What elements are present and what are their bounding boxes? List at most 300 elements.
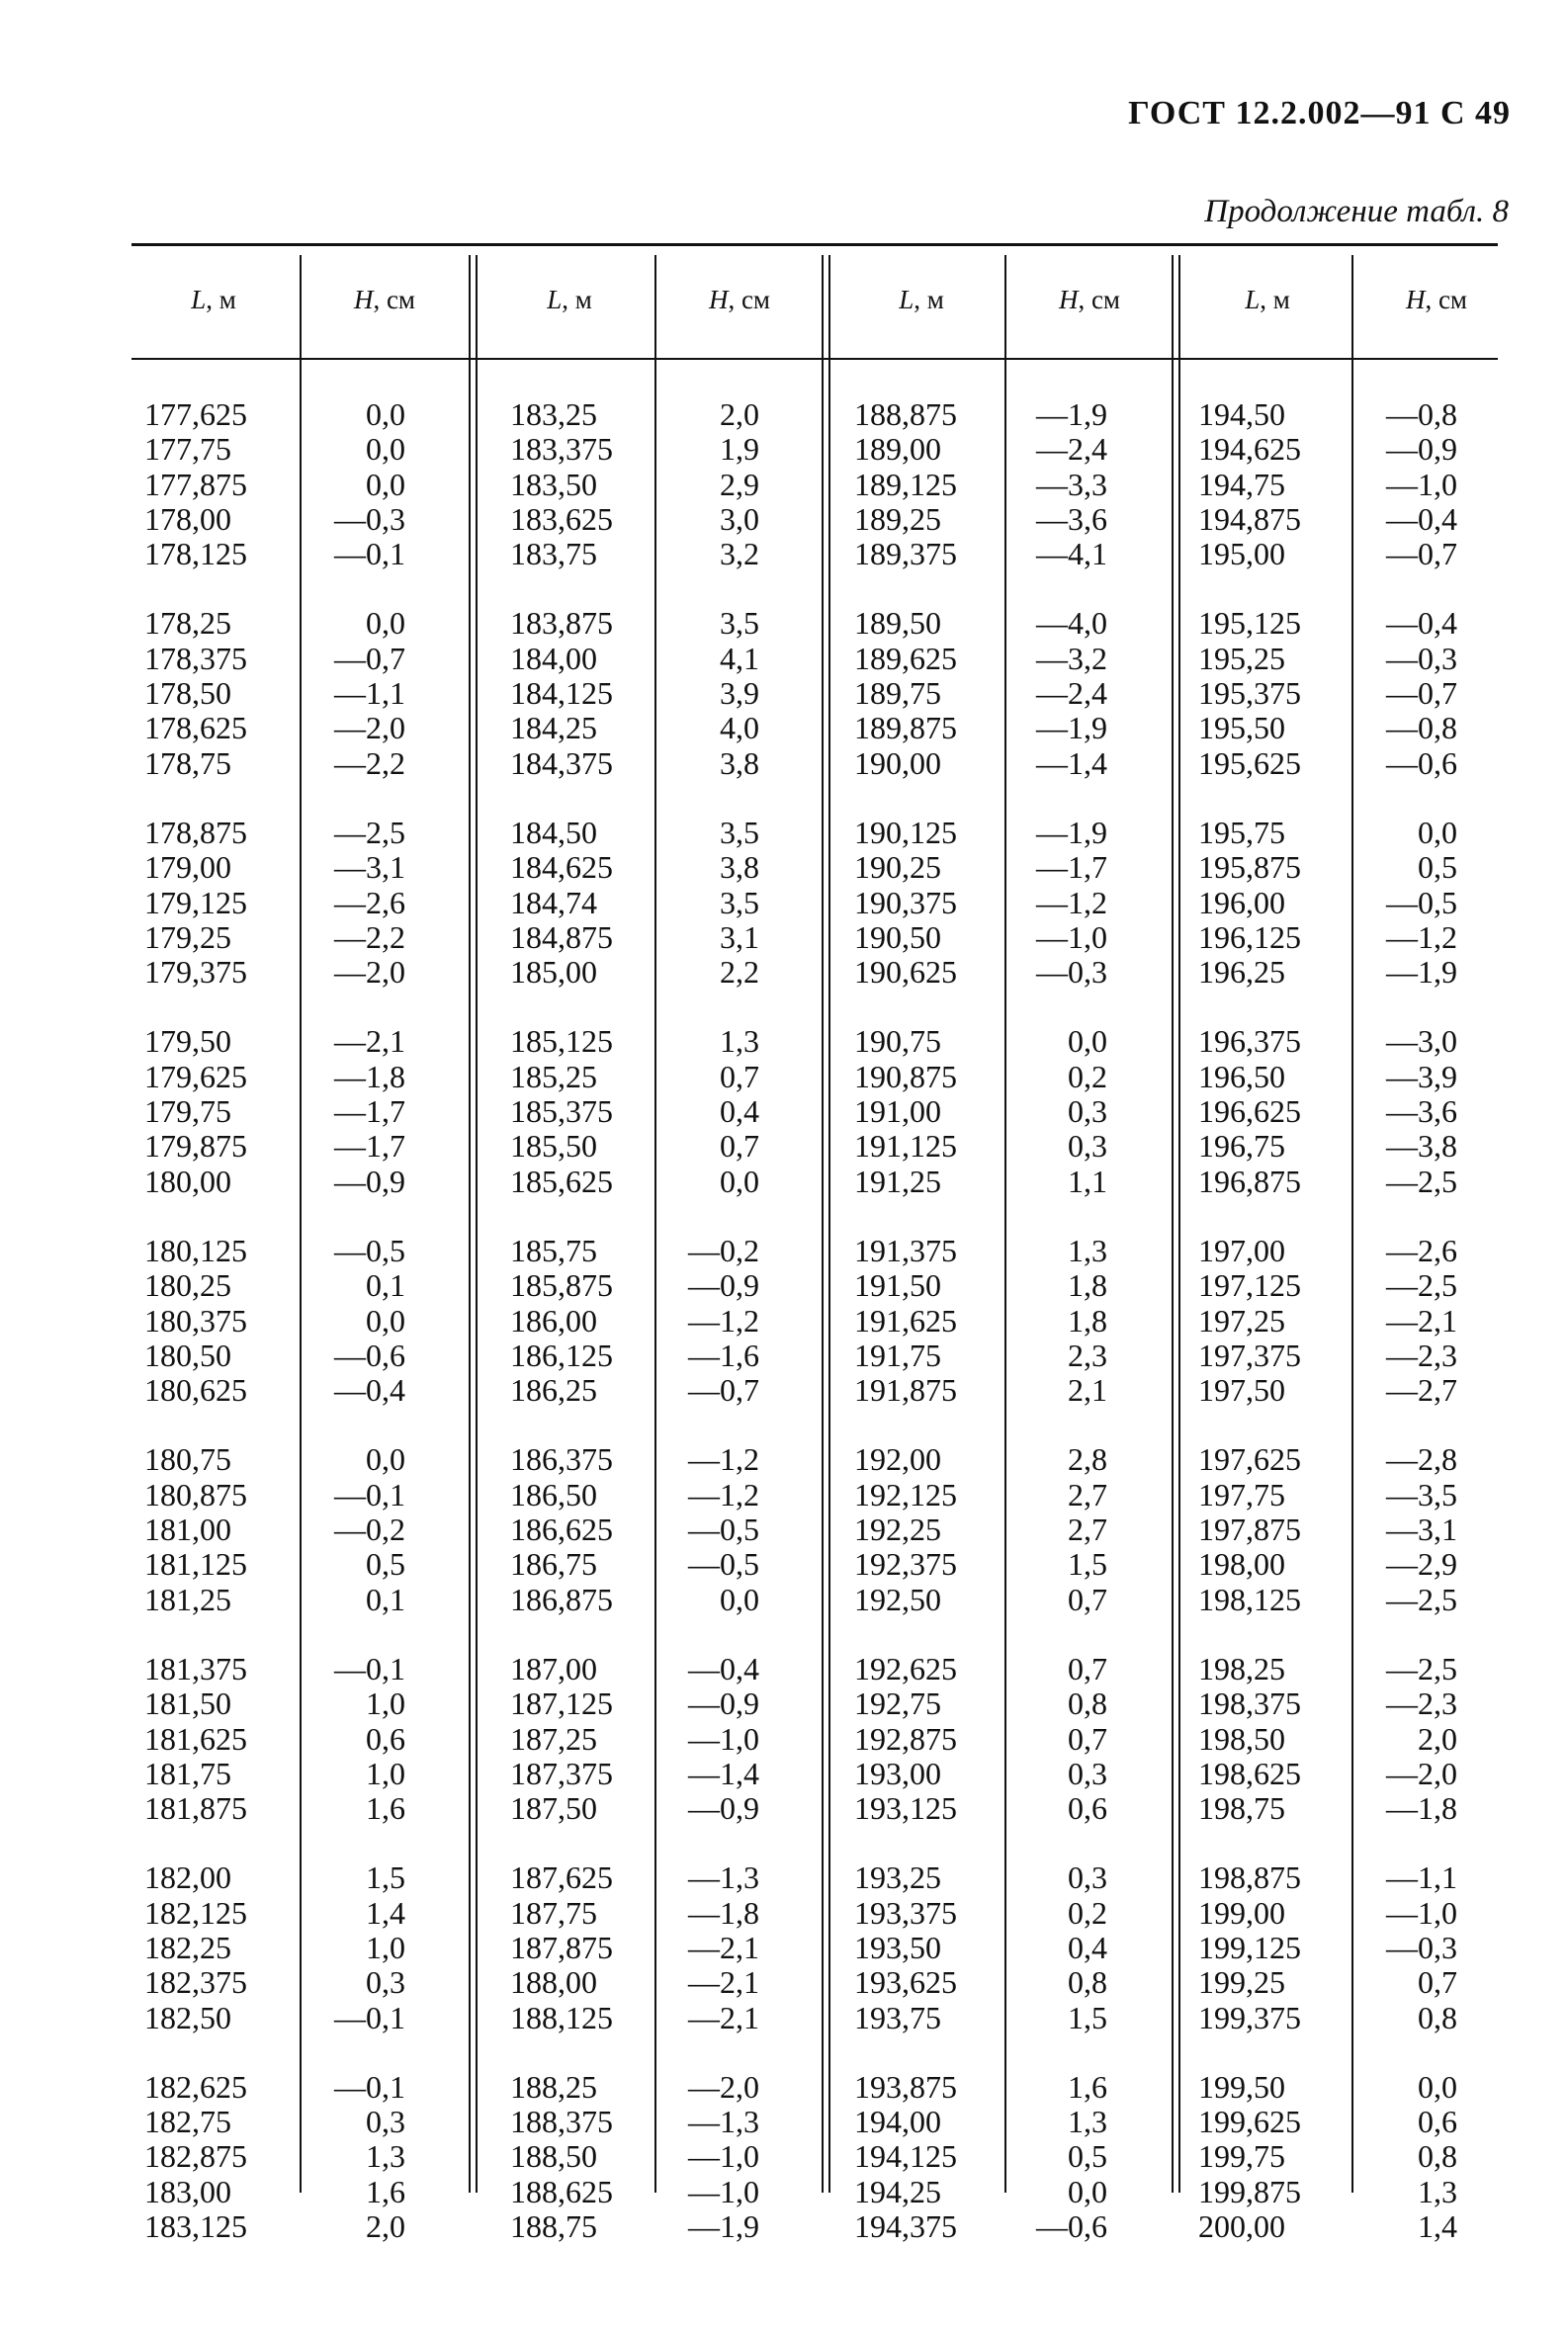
length-cell: 178,25 [144,605,231,642]
height-cell: 0,0 [1418,2068,1457,2105]
height-cell: —3,8 [1386,1128,1457,1165]
header-unit: , м [1260,285,1290,314]
length-cell: 179,125 [144,884,247,920]
header-unit: , м [206,285,236,314]
group-divider [1172,255,1174,2193]
length-cell: 194,00 [854,2104,941,2140]
height-cell: —4,1 [1036,536,1107,572]
length-cell: 189,50 [854,605,941,642]
header-var: H [1058,285,1079,314]
length-cell: 178,50 [144,675,231,712]
height-cell: 0,6 [366,1720,405,1757]
height-cell: —0,6 [1036,2208,1107,2245]
length-cell: 180,375 [144,1302,247,1339]
length-cell: 192,125 [854,1476,957,1512]
length-cell: 198,00 [1198,1546,1285,1583]
height-cell: —0,9 [688,1790,759,1827]
length-cell: 197,25 [1198,1302,1285,1339]
row-block [660,1024,759,1198]
height-cell: 1,3 [1418,2173,1457,2209]
height-cell: 0,0 [366,466,405,502]
height-cell: 1,0 [366,1755,405,1791]
length-cell: 184,375 [510,744,613,781]
column-header-l [129,285,299,315]
height-cell: —3,3 [1036,466,1107,502]
row-block [1198,816,1301,990]
row-block [854,1024,957,1198]
height-cell: —3,9 [1386,1058,1457,1094]
length-cell: 184,25 [510,710,597,746]
height-cell: —0,4 [1386,500,1457,537]
height-cell: —0,1 [334,536,405,572]
length-cell: 181,00 [144,1512,231,1548]
row-block [510,397,613,571]
header-var: L [899,285,915,314]
row-block [1008,606,1107,780]
height-cell: 1,5 [366,1859,405,1896]
height-cell: —1,7 [334,1093,405,1130]
length-cell: 192,75 [854,1685,941,1722]
length-cell: 198,125 [1198,1581,1301,1617]
row-block [306,2070,405,2244]
length-cell: 180,00 [144,1163,231,1199]
row-block [1198,1024,1301,1198]
height-cell: 0,7 [1068,1581,1107,1617]
length-cell: 184,875 [510,918,613,955]
height-cell: —1,4 [688,1755,759,1791]
row-block [306,1442,405,1616]
length-cell: 186,75 [510,1546,597,1583]
row-block [306,1652,405,1826]
height-cell: —2,4 [1036,431,1107,468]
height-cell: —0,7 [1386,675,1457,712]
height-cell: 0,0 [366,396,405,432]
height-cell: —2,3 [1386,1337,1457,1373]
height-cell: 0,5 [366,1546,405,1583]
length-cell: 196,875 [1198,1163,1301,1199]
row-block [510,606,613,780]
length-cell: 178,875 [144,814,247,850]
row-block [510,1860,613,2034]
length-cell: 187,75 [510,1894,597,1931]
height-cell: —0,9 [688,1267,759,1304]
length-cell: 195,125 [1198,605,1301,642]
length-cell: 189,75 [854,675,941,712]
length-cell: 189,125 [854,466,957,502]
length-cell: 193,75 [854,1999,941,2035]
length-cell: 195,25 [1198,640,1285,676]
length-cell: 179,625 [144,1058,247,1094]
length-cell: 188,00 [510,1964,597,2001]
height-cell: 0,0 [366,1441,405,1478]
length-cell: 187,00 [510,1650,597,1686]
length-cell: 177,875 [144,466,247,502]
row-block [1356,1024,1457,1198]
height-cell: —3,5 [1386,1476,1457,1512]
column-header-l [484,285,654,315]
length-cell: 196,00 [1198,884,1285,920]
length-cell: 191,125 [854,1128,957,1165]
length-cell: 178,375 [144,640,247,676]
height-cell: 1,1 [1068,1163,1107,1199]
length-cell: 185,50 [510,1128,597,1165]
length-cell: 194,875 [1198,500,1301,537]
row-block [510,1442,613,1616]
length-cell: 178,625 [144,710,247,746]
height-cell: —2,5 [1386,1581,1457,1617]
length-cell: 197,375 [1198,1337,1301,1373]
height-cell: —0,5 [334,1232,405,1268]
height-cell: —1,3 [688,2104,759,2140]
height-cell: 3,5 [720,884,759,920]
height-cell: —1,2 [688,1302,759,1339]
length-cell: 198,75 [1198,1790,1285,1827]
length-cell: 183,25 [510,396,597,432]
height-cell: 0,4 [1068,1929,1107,1965]
height-cell: 0,5 [1068,2138,1107,2175]
length-cell: 198,25 [1198,1650,1285,1686]
length-cell: 178,125 [144,536,247,572]
length-cell: 190,375 [854,884,957,920]
row-block [854,816,957,990]
height-cell: —0,2 [688,1232,759,1268]
group-divider [1178,255,1180,2193]
length-cell: 190,625 [854,954,957,991]
length-cell: 177,625 [144,396,247,432]
length-cell: 183,625 [510,500,613,537]
length-cell: 182,625 [144,2068,247,2105]
length-cell: 179,50 [144,1023,231,1060]
length-cell: 200,00 [1198,2208,1285,2245]
height-cell: —2,4 [1036,675,1107,712]
height-cell: —2,3 [1386,1685,1457,1722]
height-cell: —1,2 [688,1476,759,1512]
height-cell: 1,6 [366,2173,405,2209]
height-cell: —1,0 [1386,1894,1457,1931]
length-cell: 197,125 [1198,1267,1301,1304]
height-cell: —1,1 [1386,1859,1457,1896]
row-block [660,397,759,571]
length-cell: 185,375 [510,1093,613,1130]
table-column [1356,397,1457,2279]
length-cell: 196,625 [1198,1093,1301,1130]
length-cell: 178,75 [144,744,231,781]
row-block [306,816,405,990]
height-cell: —0,9 [1386,431,1457,468]
length-cell: 183,375 [510,431,613,468]
height-cell: —2,2 [334,744,405,781]
table-column [854,397,957,2279]
length-cell: 181,875 [144,1790,247,1827]
length-cell: 191,625 [854,1302,957,1339]
column-header-l [836,285,1006,315]
length-cell: 181,375 [144,1650,247,1686]
length-cell: 188,875 [854,396,957,432]
height-cell: 0,4 [720,1093,759,1130]
length-cell: 181,125 [144,1546,247,1583]
length-cell: 189,25 [854,500,941,537]
length-cell: 199,625 [1198,2104,1301,2140]
row-block [144,1652,247,1826]
length-cell: 185,875 [510,1267,613,1304]
length-cell: 195,00 [1198,536,1285,572]
row-block [1008,1024,1107,1198]
table-column [510,397,613,2279]
height-cell: —2,1 [688,1929,759,1965]
length-cell: 196,75 [1198,1128,1285,1165]
group-divider [822,255,824,2193]
height-cell: —1,7 [334,1128,405,1165]
length-cell: 198,625 [1198,1755,1301,1791]
table-header-rule [131,358,1498,360]
length-cell: 199,875 [1198,2173,1301,2209]
height-cell: —2,9 [1386,1546,1457,1583]
length-cell: 192,625 [854,1650,957,1686]
height-cell: 0,8 [1418,2138,1457,2175]
height-cell: —1,9 [1036,710,1107,746]
row-block [1008,816,1107,990]
height-cell: 1,6 [366,1790,405,1827]
length-cell: 191,375 [854,1232,957,1268]
height-cell: —0,1 [334,1650,405,1686]
length-cell: 182,375 [144,1964,247,2001]
height-cell: —1,1 [334,675,405,712]
height-cell: —0,7 [1386,536,1457,572]
height-cell: 1,8 [1068,1302,1107,1339]
length-cell: 198,375 [1198,1685,1301,1722]
height-cell: 1,3 [1068,1232,1107,1268]
length-cell: 190,125 [854,814,957,850]
length-cell: 184,625 [510,849,613,886]
length-cell: 199,375 [1198,1999,1301,2035]
height-cell: 0,3 [1068,1755,1107,1791]
length-cell: 179,75 [144,1093,231,1130]
height-cell: 2,0 [720,396,759,432]
length-cell: 182,75 [144,2104,231,2140]
row-block [144,816,247,990]
length-cell: 192,50 [854,1581,941,1617]
row-block [854,397,957,571]
row-block [144,606,247,780]
height-cell: 0,8 [1068,1685,1107,1722]
height-cell: —1,6 [688,1337,759,1373]
length-cell: 191,75 [854,1337,941,1373]
height-cell: —0,2 [334,1512,405,1548]
row-block [510,1234,613,1408]
height-cell: —3,6 [1386,1093,1457,1130]
height-cell: 2,7 [1068,1476,1107,1512]
length-cell: 190,75 [854,1023,941,1060]
length-cell: 180,625 [144,1372,247,1409]
height-cell: 0,0 [1068,1023,1107,1060]
length-cell: 195,875 [1198,849,1301,886]
height-cell: —0,9 [334,1163,405,1199]
column-header-h [654,285,825,315]
table-column [660,397,759,2279]
column-divider [1004,255,1006,2193]
height-cell: —0,8 [1386,710,1457,746]
length-cell: 196,25 [1198,954,1285,991]
length-cell: 193,625 [854,1964,957,2001]
length-cell: 186,25 [510,1372,597,1409]
group-divider [476,255,478,2193]
length-cell: 181,75 [144,1755,231,1791]
height-cell: —3,1 [334,849,405,886]
row-block [854,1442,957,1616]
length-cell: 191,25 [854,1163,941,1199]
length-cell: 197,75 [1198,1476,1285,1512]
height-cell: 3,8 [720,744,759,781]
length-cell: 182,25 [144,1929,231,1965]
row-block [660,1234,759,1408]
length-cell: 193,125 [854,1790,957,1827]
row-block [854,1234,957,1408]
length-cell: 185,125 [510,1023,613,1060]
height-cell: 2,0 [1418,1720,1457,1757]
height-cell: —3,6 [1036,500,1107,537]
length-cell: 184,125 [510,675,613,712]
length-cell: 197,50 [1198,1372,1285,1409]
row-block [1008,2070,1107,2244]
height-cell: 1,9 [720,431,759,468]
length-cell: 186,50 [510,1476,597,1512]
height-cell: —2,1 [688,1999,759,2035]
height-cell: 3,5 [720,814,759,850]
height-cell: 1,3 [720,1023,759,1060]
length-cell: 182,875 [144,2138,247,2175]
height-cell: —0,3 [334,500,405,537]
length-cell: 179,00 [144,849,231,886]
length-cell: 189,625 [854,640,957,676]
column-header-h [1351,285,1522,315]
row-block [660,816,759,990]
row-block [1198,1652,1301,1826]
length-cell: 184,74 [510,884,597,920]
header-var: H [1405,285,1426,314]
length-cell: 191,00 [854,1093,941,1130]
header-unit: , см [1078,285,1121,314]
length-cell: 181,625 [144,1720,247,1757]
row-block [1008,1234,1107,1408]
row-block [510,816,613,990]
height-cell: —1,0 [688,1720,759,1757]
height-cell: 2,7 [1068,1512,1107,1548]
height-cell: —0,6 [1386,744,1457,781]
length-cell: 188,375 [510,2104,613,2140]
height-cell: 0,3 [366,1964,405,2001]
height-cell: —0,5 [688,1512,759,1548]
length-cell: 188,50 [510,2138,597,2175]
height-cell: —2,1 [334,1023,405,1060]
length-cell: 193,50 [854,1929,941,1965]
length-cell: 198,875 [1198,1859,1301,1896]
height-cell: —0,7 [334,640,405,676]
length-cell: 184,50 [510,814,597,850]
length-cell: 195,625 [1198,744,1301,781]
row-block [1356,1442,1457,1616]
length-cell: 194,125 [854,2138,957,2175]
row-block [854,1860,957,2034]
row-block [144,2070,247,2244]
length-cell: 187,125 [510,1685,613,1722]
height-cell: 2,1 [1068,1372,1107,1409]
height-cell: 0,0 [1418,814,1457,850]
height-cell: —2,1 [1386,1302,1457,1339]
length-cell: 187,875 [510,1929,613,1965]
length-cell: 184,00 [510,640,597,676]
length-cell: 196,50 [1198,1058,1285,1094]
height-cell: —2,0 [334,954,405,991]
height-cell: 0,6 [1068,1790,1107,1827]
row-block [144,1442,247,1616]
height-cell: 0,2 [1068,1058,1107,1094]
row-block [1356,397,1457,571]
height-cell: —2,0 [334,710,405,746]
length-cell: 196,125 [1198,918,1301,955]
row-block [306,1860,405,2034]
height-cell: 1,0 [366,1685,405,1722]
row-block [1356,1234,1457,1408]
height-cell: 0,0 [366,1302,405,1339]
height-cell: 0,7 [720,1128,759,1165]
table-column [144,397,247,2279]
group-divider [828,255,830,2193]
row-block [854,606,957,780]
row-block [660,1442,759,1616]
height-cell: —1,9 [1386,954,1457,991]
length-cell: 189,00 [854,431,941,468]
row-block [1356,606,1457,780]
height-cell: —0,4 [334,1372,405,1409]
height-cell: —2,1 [688,1964,759,2001]
length-cell: 195,75 [1198,814,1285,850]
length-cell: 197,875 [1198,1512,1301,1548]
height-cell: 1,3 [1068,2104,1107,2140]
row-block [660,1860,759,2034]
height-cell: 0,0 [366,431,405,468]
length-cell: 194,50 [1198,396,1285,432]
column-header-h [300,285,470,315]
length-cell: 183,75 [510,536,597,572]
height-cell: —1,9 [1036,814,1107,850]
row-block [1198,1234,1301,1408]
length-cell: 190,25 [854,849,941,886]
row-block [144,397,247,571]
length-cell: 187,25 [510,1720,597,1757]
row-block [854,1652,957,1826]
height-cell: —0,5 [688,1546,759,1583]
height-cell: 3,1 [720,918,759,955]
length-cell: 194,375 [854,2208,957,2245]
height-cell: 1,6 [1068,2068,1107,2105]
length-cell: 197,00 [1198,1232,1285,1268]
height-cell: 1,3 [366,2138,405,2175]
height-cell: —0,3 [1036,954,1107,991]
row-block [144,1234,247,1408]
row-block [306,606,405,780]
height-cell: 1,8 [1068,1267,1107,1304]
height-cell: 0,3 [366,2104,405,2140]
row-block [660,606,759,780]
length-cell: 180,75 [144,1441,231,1478]
length-cell: 192,375 [854,1546,957,1583]
table-top-rule [131,243,1498,246]
length-cell: 183,125 [144,2208,247,2245]
length-cell: 198,50 [1198,1720,1285,1757]
height-cell: —0,1 [334,1476,405,1512]
length-cell: 177,75 [144,431,231,468]
height-cell: —0,6 [334,1337,405,1373]
